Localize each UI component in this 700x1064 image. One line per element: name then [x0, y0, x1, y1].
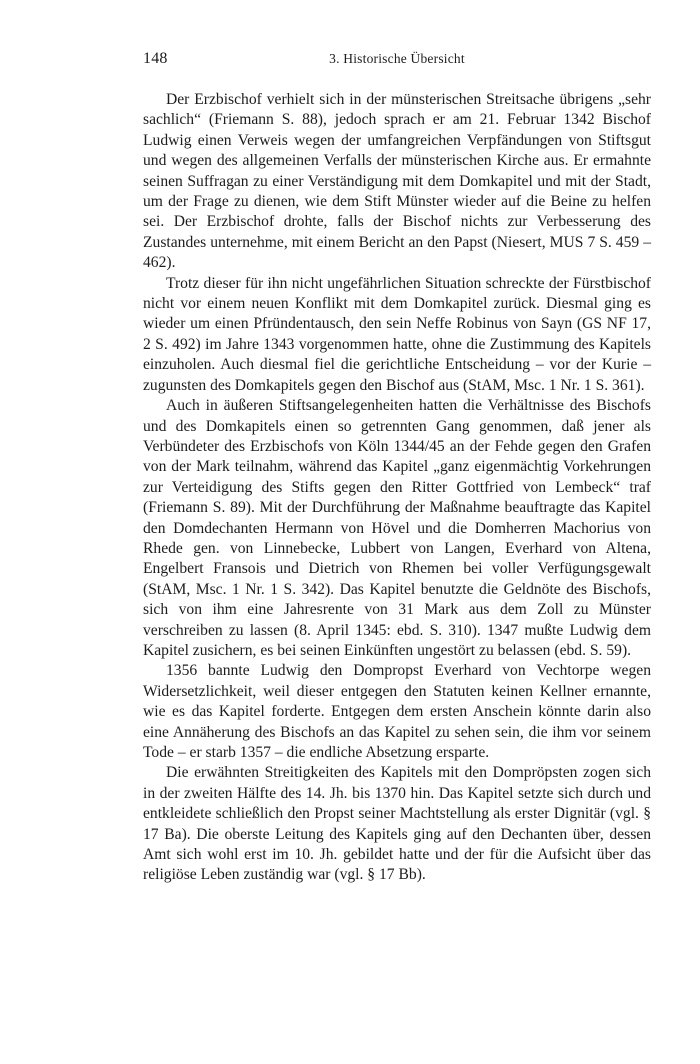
paragraph-provost-ban: 1356 bannte Ludwig den Dompropst Everhard von Vechtorpe wegen Widersetzlichkeit, weil dieser entgegen den Statuten keinen Kellner ernannte, wie es das Kapitel forderte. Entgegen dem ersten Anschein könnte darin also eine Annäherung des Bischofs an das Kapitel zu sehen sein, die ihm vor seinem Tode – er starb 1357 – die endliche Absetzung ersparte.: [143, 662, 651, 761]
paragraph-chapter-disputes: Die erwähnten Streitigkeiten des Kapitels mit den Dompröpsten zogen sich in der zweiten Hälfte des 14. Jh. bis 1370 hin. Das Kapitel setzte sich durch und entkleidete schließlich den Propst seiner Machtstellung als erster Dignitär (vgl. § 17 Ba). Die oberste Leitung des Kapitels ging auf den Dechanten über, dessen Amt sich wohl erst im 10. Jh. gebildet hatte und der für die Aufsicht über das religiöse Leben zuständig war (vgl. § 17 Bb).: [143, 764, 651, 884]
body-text: [143, 90, 651, 886]
section-title: 3. Historische Übersicht: [329, 51, 465, 66]
paragraph-archbishop-rebuke: Der Erzbischof verhielt sich in der münsterischen Streitsache übrigens „sehr sachlich“ (Friemann S. 88), jedoch sprach er am 21. Februar 1342 Bischof Ludwig einen Verweis wegen der umfangreichen Verpfändungen von Stiftsgut und wegen des allgemeinen Verfalls der münsterischen Kirche aus. Er ermahnte seinen Suffragan zu einer Verständigung mit dem Domkapitel und mit der Stadt, um der Frage zu dienen, wie dem Stift Münster wieder auf die Beine zu helfen sei. Der Erzbischof drohte, falls der Bischof nichts zur Verbesserung des Zustandes unternehme, mit einem Bericht an den Papst (Niesert, MUS 7 S. 459 – 462).: [143, 91, 651, 272]
running-head: [143, 50, 651, 72]
paragraph-benefice-exchange: Trotz dieser für ihn nicht ungefährlichen Situation schreckte der Fürstbischof nicht vor einem neuen Konflikt mit dem Domkapitel zurück. Diesmal ging es wieder um einen Pfründentausch, den sein Neffe Robinus von Sayn (GS NF 17, 2 S. 492) im Jahre 1343 vorgenommen hatte, ohne die Zustimmung des Kapitels einzuholen. Auch diesmal fiel die gerichtliche Entscheidung – vor der Kurie – zugunsten des Domkapitels gegen den Bischof aus (StAM, Msc. 1 Nr. 1 S. 361).: [143, 274, 651, 394]
page-number: 148: [143, 50, 168, 67]
paragraph-external-affairs: Auch in äußeren Stiftsangelegenheiten hatten die Verhältnisse des Bischofs und des Domkapitels einen so getrennten Gang genommen, daß jener als Verbündeter des Erzbischofs von Köln 1344/45 an der Fehde gegen den Grafen von der Mark teilnahm, während das Kapitel „ganz eigenmächtig Vorkehrungen zur Verteidigung des Stifts gegen den Ritter Gottfried von Lembeck“ traf (Friemann S. 89). Mit der Durchführung der Maßnahme beauftragte das Kapitel den Domdechanten Hermann von Hövel und die Domherren Machorius von Rhede gen. von Linnebecke, Lubbert von Langen, Everhard von Altena, Engelbert Fransois und Dietrich von Rhemen bei voller Verfügungsgewalt (StAM, Msc. 1 Nr. 1 S. 342). Das Kapitel benutzte die Geldnöte des Bischofs, sich von ihm eine Jahresrente von 31 Mark aus dem Zoll zu Münster verschreiben zu lassen (8. April 1345: ebd. S. 310). 1347 mußte Ludwig dem Kapitel zusichern, es bei seinen Einkünften ungestört zu belassen (ebd. S. 59).: [143, 397, 651, 659]
